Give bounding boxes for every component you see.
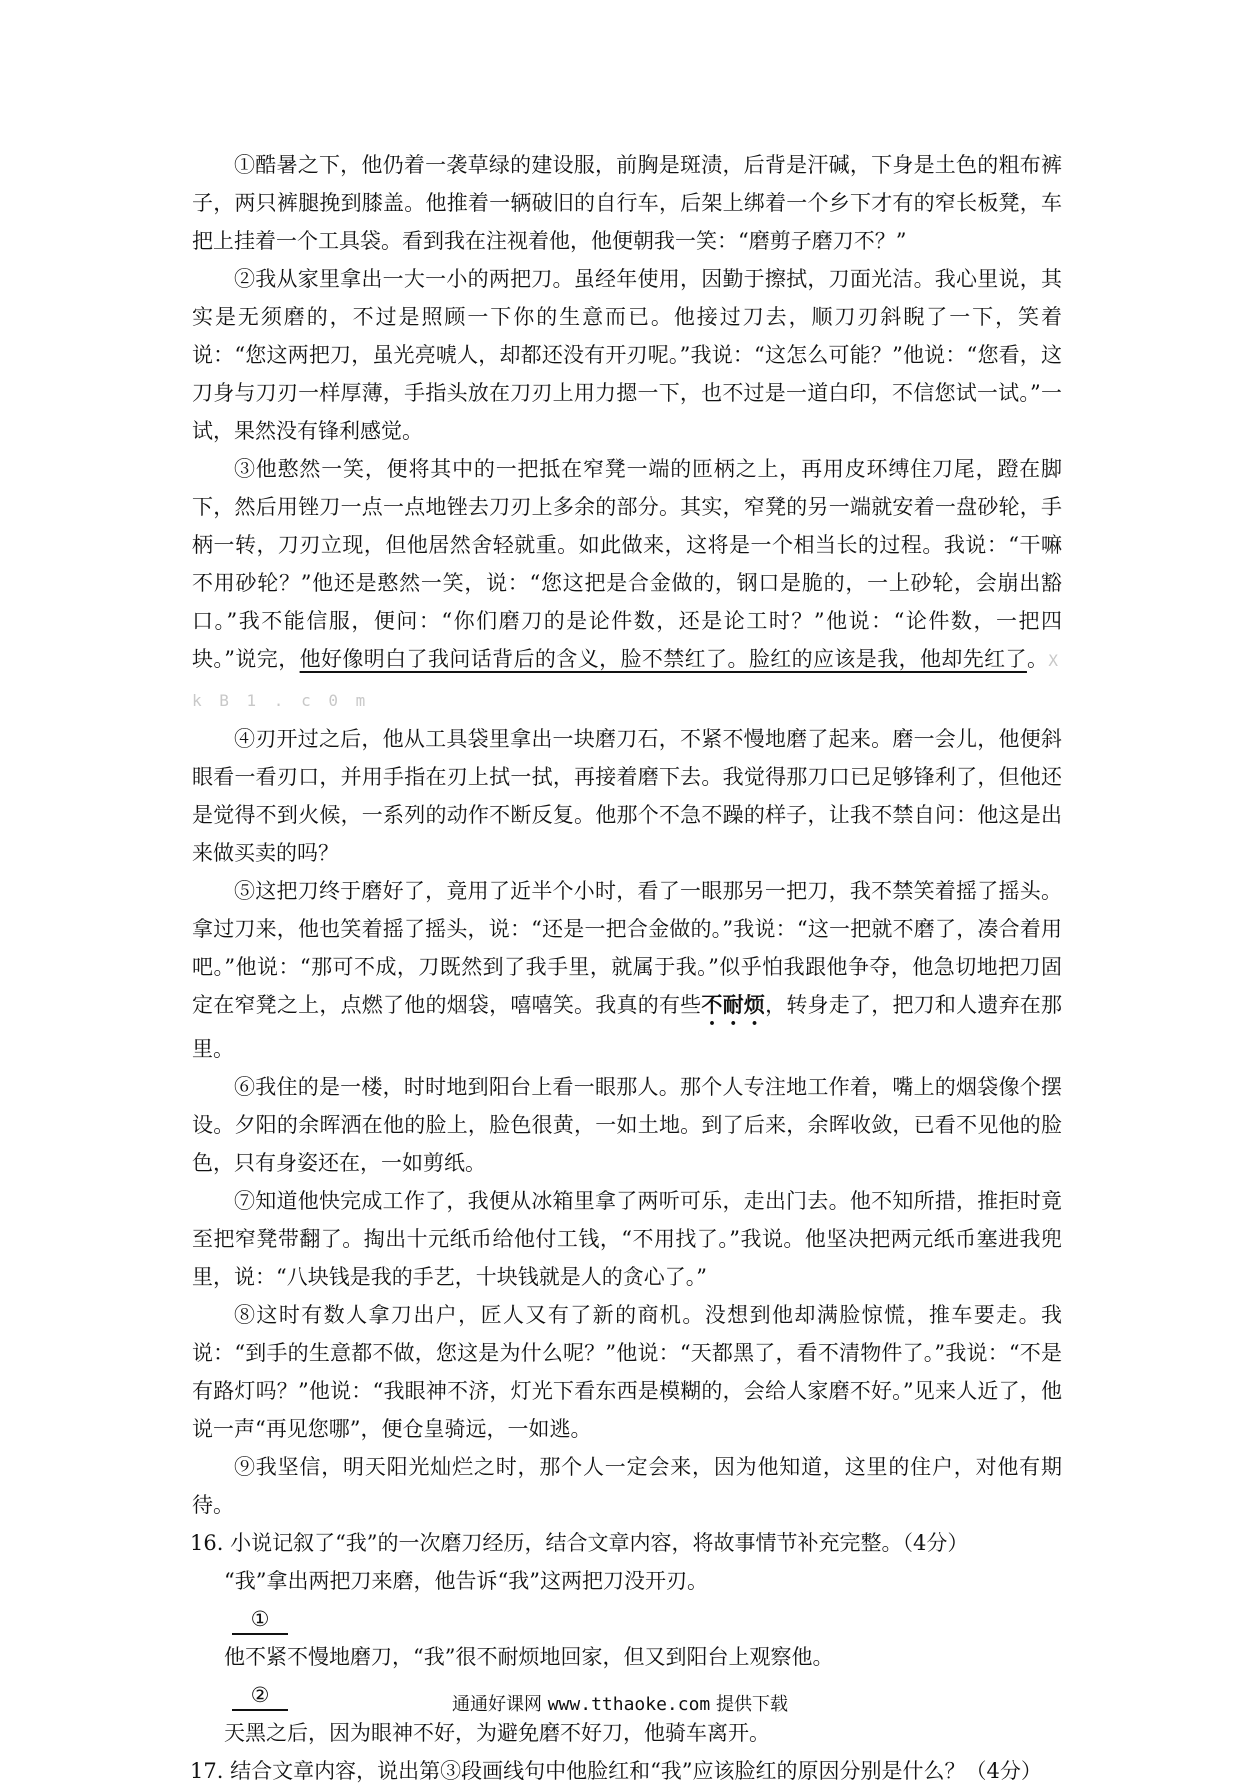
document-body [192,146,1062,1790]
paragraph-5 [192,872,1062,1068]
paragraph-4: ④刃开过之后，他从工具袋里拿出一块磨刀石，不紧不慢地磨了起来。磨一会儿，他便斜眼看一看刃口，并用手指在刃上拭一拭，再接着磨下去。我觉得那刀口已足够锋利了，但他还是觉得不到火候，一系列的动作不断反复。他那个不急不躁的样子，让我不禁自问：他这是出来做买卖的吗？ [192,727,1062,865]
blank-2-answer-field[interactable]: ② [232,1681,288,1711]
page-footer [0,1690,1240,1716]
question-16-line-2: 他不紧不慢地磨刀，“我”很不耐烦地回家，但又到阳台上观察他。 [224,1645,834,1669]
watermark-text: X k B 1 . c 0 m [192,651,1062,710]
paragraph-9: ⑨我坚信，明天阳光灿烂之时，那个人一定会来，因为他知道，这里的住户，对他有期待。 [192,1455,1062,1517]
paragraph-5-end: ，转身走了，把刀和人遗弃在那里。 [192,993,1063,1061]
question-16-line-1: “我”拿出两把刀来磨，他告诉“我”这两把刀没开刃。 [224,1569,708,1593]
paragraph-8: ⑧这时有数人拿刀出户，匠人又有了新的商机。没想到他却满脸惊慌，推车要走。我说：“到手的生意都不做，您这是为什么呢？”他说：“天都黑了，看不清物件了。”我说：“不是有路灯吗？”他说：“我眼神不济，灯光下看东西是模糊的，会给人家磨不好。”见来人近了，他说一声“再见您哪”，便仓皇骑远，一如逃。 [192,1303,1062,1441]
question-17-title: 17. 结合文章内容，说出第③段画线句中他脸红和“我”应该脸红的原因分别是什么？（4分） [190,1759,1042,1783]
paragraph-7: ⑦知道他快完成工作了，我便从冰箱里拿了两听可乐，走出门去。他不知所措，推拒时竟至把窄凳带翻了。掏出十元纸币给他付工钱，“不用找了。”我说。他坚决把两元纸币塞进我兜里，说：“八块钱是我的手艺，十块钱就是人的贪心了。” [192,1189,1062,1289]
paragraph-1: ①酷暑之下，他仍着一袭草绿的建设服，前胸是斑渍，后背是汗碱，下身是土色的粗布裤子，两只裤腿挽到膝盖。他推着一辆破旧的自行车，后架上绑着一个乡下才有的窄长板凳，车把上挂着一个工具袋。看到我在注视着他，他便朝我一笑：“磨剪子磨刀不？” [192,153,1062,253]
blank-1-answer-field[interactable]: ① [232,1605,288,1635]
paragraph-6: ⑥我住的是一楼，时时地到阳台上看一眼那人。那个人专注地工作着，嘴上的烟袋像个摆设。夕阳的余晖洒在他的脸上，脸色很黄，一如土地。到了后来，余晖收敛，已看不见他的脸色，只有身姿还在，一如剪纸。 [192,1075,1062,1175]
footer-suffix: 提供下载 [716,1694,789,1715]
paragraph-2: ②我从家里拿出一大一小的两把刀。虽经年使用，因勤于擦拭，刀面光洁。我心里说，其实是无须磨的，不过是照顾一下你的生意而已。他接过刀去，顺刀刃斜睨了一下，笑着说：“您这两把刀，虽光亮唬人，却都还没有开刃呢。”我说：“这怎么可能？”他说：“您看，这刀身与刀刃一样厚薄，手指头放在刀刃上用力摁一下，也不过是一道白印，不信您试一试。”一试，果然没有锋利感觉。 [192,267,1062,443]
paragraph-5-text: ⑤这把刀终于磨好了，竟用了近半个小时，看了一眼那另一把刀，我不禁笑着摇了摇头。拿过刀来，他也笑着摇了摇头，说：“还是一把合金做的。”我说：“这一把就不磨了，凑合着用吧。”他说：“那可不成，刀既然到了我手里，就属于我。”似乎怕我跟他争夺，他急切地把刀固定在窄凳之上，点燃了他的烟袋，嘻嘻笑。我真的有些 [192,879,1062,1017]
question-16-title: 16. 小说记叙了“我”的一次磨刀经历，结合文章内容，将故事情节补充完整。（4分） [190,1531,969,1555]
footer-site-name: 通通好课网 [451,1694,542,1715]
paragraph-3-text: ③他憨然一笑，便将其中的一把抵在窄凳一端的匝柄之上，再用皮环缚住刀尾，蹬在脚下，然后用锉刀一点一点地锉去刀刃上多余的部分。其实，窄凳的另一端就安着一盘砂轮，手柄一转，刀刃立现，但他居然舍轻就重。如此做来，这将是一个相当长的过程。我说：“干嘛不用砂轮？”他还是憨然一笑，说：“您这把是合金做的，钢口是脆的，一上砂轮，会崩出豁口。”我不能信服，便问：“你们磨刀的是论件数，还是论工时？”他说：“论件数，一把四块。”说完， [192,457,1062,671]
question-16-blank-1 [192,1600,1062,1638]
paragraph-3 [192,450,1062,720]
footer-url[interactable]: www.tthaoke.com [547,1694,711,1715]
underlined-sentence: 他好像明白了我问话背后的含义，脸不禁红了。脸红的应该是我，他却先红了 [299,647,1027,671]
question-16-line-3: 天黑之后，因为眼神不好，为避免磨不好刀，他骑车离开。 [224,1721,770,1745]
emphasized-word: 不耐烦 [701,992,766,1017]
paragraph-3-end: 。 [1026,647,1049,671]
